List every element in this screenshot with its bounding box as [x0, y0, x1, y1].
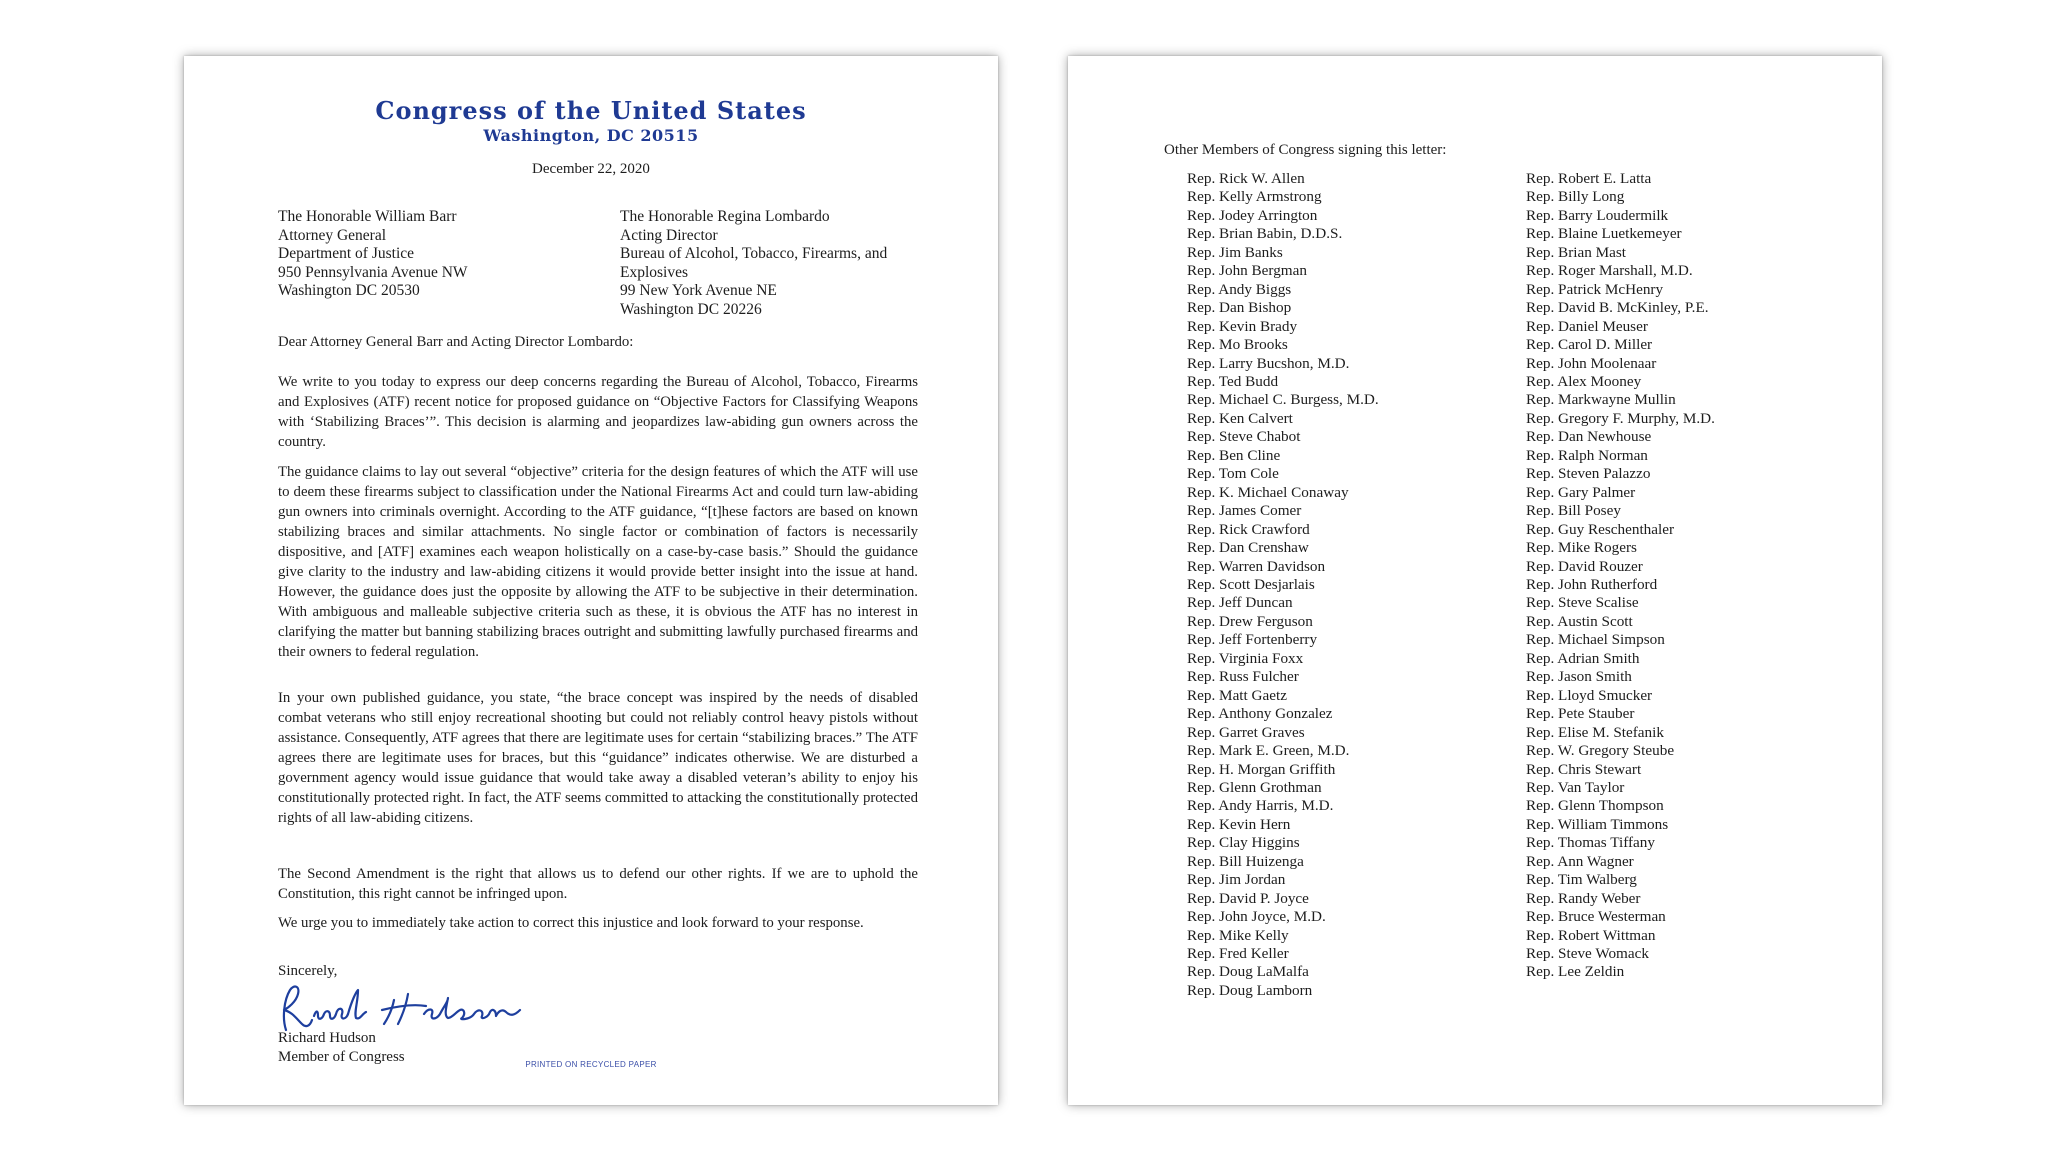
salutation: Dear Attorney General Barr and Acting Director Lombardo:	[278, 334, 634, 350]
paragraph-text: The guidance claims to lay out several “objective” criteria for the design features of which the ATF will use to deem these firearms subject to classification under the National Firearms Act and could turn law-abiding gun owners into criminals overnight. According to the ATF guidance, “[t]hese factors are based on known stabilizing braces and similar attachments. No single factor or combination of factors is necessarily dispositive, and [ATF] examines each weapon holistically on a case-by-case basis.” Should the guidance give clarity to the industry and law-abiding citizens it would provide better insight into the issue at hand. However, the guidance does just the opposite by allowing the ATF to be subjective in their determination. With ambiguous and malleable subjective criteria such as these, it is obvious the ATF has no interest in clarifying the matter but banning stabilizing braces outright and submitting lawfully purchased firearms and their owners to federal regulation.	[278, 464, 918, 660]
signatory-name: Rep. John Joyce, M.D.	[1187, 908, 1326, 926]
signatory-name: Rep. Doug LaMalfa	[1187, 963, 1309, 981]
signatory-name: Rep. Michael Simpson	[1526, 631, 1665, 649]
signatory-name: Rep. Barry Loudermilk	[1526, 206, 1669, 224]
address-line: Explosives	[620, 263, 689, 281]
signatory-name: Rep. Clay Higgins	[1187, 834, 1300, 852]
signatory-name: Rep. Anthony Gonzalez	[1187, 705, 1333, 723]
signatory-name: Rep. Lee Zeldin	[1526, 963, 1625, 981]
signatory-name: Rep. Dan Bishop	[1187, 299, 1292, 317]
signatory-name: Rep. Kevin Hern	[1187, 815, 1291, 833]
signatory-name: Rep. Doug Lamborn	[1187, 981, 1313, 999]
signatory-name: Rep. Carol D. Miller	[1526, 336, 1653, 354]
signatories-heading: Other Members of Congress signing this letter:	[1164, 142, 1447, 158]
signatory-name: Rep. Scott Desjarlais	[1187, 575, 1315, 593]
signatory-name: Rep. Guy Reschenthaler	[1526, 520, 1675, 538]
signatory-name: Rep. Thomas Tiffany	[1526, 834, 1655, 852]
signer-name: Richard Hudson	[278, 1030, 376, 1046]
signatory-name: Rep. Lloyd Smucker	[1526, 686, 1653, 704]
signatory-name: Rep. H. Morgan Griffith	[1187, 760, 1336, 778]
letterhead-subtitle: Washington, DC 20515	[483, 126, 699, 145]
signatory-name: Rep. Brian Babin, D.D.S.	[1187, 225, 1343, 243]
address-line: Department of Justice	[278, 245, 415, 262]
signatory-name: Rep. William Timmons	[1526, 815, 1669, 833]
signatory-name: Rep. Mark E. Green, M.D.	[1187, 742, 1350, 760]
signatory-name: Rep. Ralph Norman	[1526, 446, 1648, 464]
signatory-name: Rep. Alex Mooney	[1526, 372, 1642, 390]
signatory-name: Rep. Robert Wittman	[1526, 926, 1656, 944]
signatory-name: Rep. Russ Fulcher	[1187, 668, 1299, 686]
recipient-address-left	[278, 208, 468, 301]
signatory-name: Rep. Warren Davidson	[1187, 557, 1326, 575]
signatory-name: Rep. Andy Harris, M.D.	[1187, 797, 1334, 815]
signatory-name: Rep. Pete Stauber	[1526, 705, 1635, 723]
letterhead	[184, 96, 998, 146]
signatory-name: Rep. Rick W. Allen	[1187, 170, 1305, 187]
signatory-name: Rep. Mike Rogers	[1526, 539, 1637, 557]
letter-date: December 22, 2020	[532, 161, 650, 177]
address-line: Acting Director	[620, 226, 718, 244]
signatory-name: Rep. Bruce Westerman	[1526, 908, 1666, 926]
letter-paragraph	[278, 372, 918, 452]
signatory-name: Rep. David P. Joyce	[1187, 889, 1309, 907]
signatory-name: Rep. Tim Walberg	[1526, 871, 1637, 889]
signatory-name: Rep. Mike Kelly	[1187, 926, 1289, 944]
signatory-name: Rep. Jodey Arrington	[1187, 206, 1318, 224]
signatory-name: Rep. Roger Marshall, M.D.	[1526, 262, 1693, 280]
signatory-name: Rep. Jason Smith	[1526, 668, 1632, 686]
signatory-name: Rep. Fred Keller	[1187, 945, 1289, 963]
signatory-name: Rep. Brian Mast	[1526, 243, 1626, 261]
address-line: Attorney General	[278, 226, 387, 244]
signatory-name: Rep. Rick Crawford	[1187, 520, 1310, 538]
signatory-name: Rep. David B. McKinley, P.E.	[1526, 299, 1709, 317]
closing: Sincerely,	[278, 963, 338, 979]
signatory-name: Rep. Steven Palazzo	[1526, 465, 1651, 483]
address-line: The Honorable William Barr	[278, 208, 457, 225]
signatory-name: Rep. Tom Cole	[1187, 465, 1279, 483]
letter-paragraph	[278, 462, 918, 662]
signatory-name: Rep. Drew Ferguson	[1187, 612, 1313, 630]
signatory-name: Rep. Blaine Luetkemeyer	[1526, 225, 1682, 243]
signatory-name: Rep. Andy Biggs	[1187, 280, 1292, 298]
signatory-name: Rep. Larry Bucshon, M.D.	[1187, 354, 1350, 372]
signatory-name: Rep. David Rouzer	[1526, 557, 1643, 575]
signatories-right-column	[1526, 170, 1715, 982]
signatory-name: Rep. Randy Weber	[1526, 889, 1641, 907]
signatory-name: Rep. Ann Wagner	[1526, 852, 1634, 870]
signatory-name: Rep. W. Gregory Steube	[1526, 742, 1675, 760]
letter-page	[184, 56, 998, 1105]
address-line: Washington DC 20226	[620, 300, 762, 318]
letter-paragraph	[278, 913, 918, 933]
signatory-name: Rep. Glenn Thompson	[1526, 797, 1664, 815]
signatory-name: Rep. Jim Jordan	[1187, 871, 1286, 889]
paragraph-text: In your own published guidance, you state, “the brace concept was inspired by the needs of disabled combat veterans who still enjoy recreational shooting but could not reliably control heavy pistols without assistance. Consequently, ATF agrees that there are legitimate uses for certain “stabilizing braces.” The ATF agrees there are legitimate uses for braces, but this “guidance” indicates otherwise. We are disturbed a government agency would issue guidance that would take away a disabled veteran’s ability to enjoy his constitutionally protected right. In fact, the ATF seems committed to attacking the constitutionally protected rights of all law-abiding citizens.	[278, 690, 918, 826]
letter-paragraph	[278, 864, 918, 904]
signatory-name: Rep. Dan Crenshaw	[1187, 539, 1309, 557]
signatory-name: Rep. Dan Newhouse	[1526, 428, 1652, 446]
signatory-name: Rep. Michael C. Burgess, M.D.	[1187, 391, 1379, 409]
address-line: 950 Pennsylvania Avenue NW	[278, 263, 468, 281]
signatory-name: Rep. Steve Scalise	[1526, 594, 1639, 612]
paragraph-text: The Second Amendment is the right that allows us to defend our other rights. If we are to uphold the Constitution, this right cannot be infringed upon.	[278, 866, 918, 902]
signatory-name: Rep. Jim Banks	[1187, 243, 1283, 261]
signatory-name: Rep. Steve Womack	[1526, 945, 1649, 963]
address-line: 99 New York Avenue NE	[620, 282, 777, 299]
address-line: The Honorable Regina Lombardo	[620, 208, 830, 225]
signatory-name: Rep. Chris Stewart	[1526, 760, 1642, 778]
signatory-name: Rep. Kevin Brady	[1187, 317, 1298, 335]
recycled-paper-footer: PRINTED ON RECYCLED PAPER	[525, 1060, 657, 1069]
address-line: Washington DC 20530	[278, 282, 420, 299]
recipient-address-right	[620, 208, 887, 319]
signatory-name: Rep. Adrian Smith	[1526, 649, 1640, 667]
signatory-name: Rep. Jeff Fortenberry	[1187, 631, 1318, 649]
signatory-name: Rep. Steve Chabot	[1187, 428, 1301, 446]
signatory-name: Rep. John Rutherford	[1526, 575, 1658, 593]
signatory-name: Rep. Virginia Foxx	[1187, 649, 1304, 667]
signatory-name: Rep. Gregory F. Murphy, M.D.	[1526, 409, 1715, 427]
signatory-name: Rep. Markwayne Mullin	[1526, 391, 1676, 409]
paragraph-text: We write to you today to express our deep concerns regarding the Bureau of Alcohol, Tobacco, Firearms and Explosives (ATF) recent notice for proposed guidance on “Objective Factors for Classifying Weapons with ‘Stabilizing Braces’”. This decision is alarming and jeopardizes law-abiding gun owners across the country.	[278, 374, 918, 450]
signatory-name: Rep. Garret Graves	[1187, 723, 1305, 741]
signatory-name: Rep. Kelly Armstrong	[1187, 188, 1322, 206]
letter-paragraph	[278, 688, 918, 828]
signatory-name: Rep. K. Michael Conaway	[1187, 483, 1349, 501]
signatory-name: Rep. Patrick McHenry	[1526, 280, 1664, 298]
signatories-page	[1068, 56, 1882, 1105]
letterhead-title: Congress of the United States	[375, 96, 807, 125]
signatory-name: Rep. James Comer	[1187, 502, 1302, 520]
signer-title: Member of Congress	[278, 1049, 405, 1065]
signatory-name: Rep. Austin Scott	[1526, 612, 1633, 630]
signatory-name: Rep. John Moolenaar	[1526, 354, 1657, 372]
signatory-name: Rep. Van Taylor	[1526, 778, 1625, 796]
paragraph-text: We urge you to immediately take action to correct this injustice and look forward to your response.	[278, 915, 864, 931]
signatory-name: Rep. Ken Calvert	[1187, 409, 1293, 427]
signatory-name: Rep. Elise M. Stefanik	[1526, 723, 1664, 741]
signatory-name: Rep. Bill Huizenga	[1187, 852, 1304, 870]
address-line: Bureau of Alcohol, Tobacco, Firearms, and	[620, 245, 888, 262]
signatory-name: Rep. Bill Posey	[1526, 502, 1621, 520]
signatory-name: Rep. Ted Budd	[1187, 372, 1279, 390]
signatory-name: Rep. Matt Gaetz	[1187, 686, 1287, 704]
signatory-name: Rep. Daniel Meuser	[1526, 317, 1648, 335]
signatory-name: Rep. Jeff Duncan	[1187, 594, 1293, 612]
signatories-left-column	[1187, 170, 1379, 1000]
signatory-name: Rep. Gary Palmer	[1526, 483, 1636, 501]
signatory-name: Rep. Glenn Grothman	[1187, 778, 1322, 796]
signatory-name: Rep. Ben Cline	[1187, 446, 1281, 464]
signatory-name: Rep. Billy Long	[1526, 188, 1625, 206]
signatory-name: Rep. Robert E. Latta	[1526, 170, 1652, 187]
signatory-name: Rep. Mo Brooks	[1187, 336, 1288, 354]
signatory-name: Rep. John Bergman	[1187, 262, 1307, 280]
